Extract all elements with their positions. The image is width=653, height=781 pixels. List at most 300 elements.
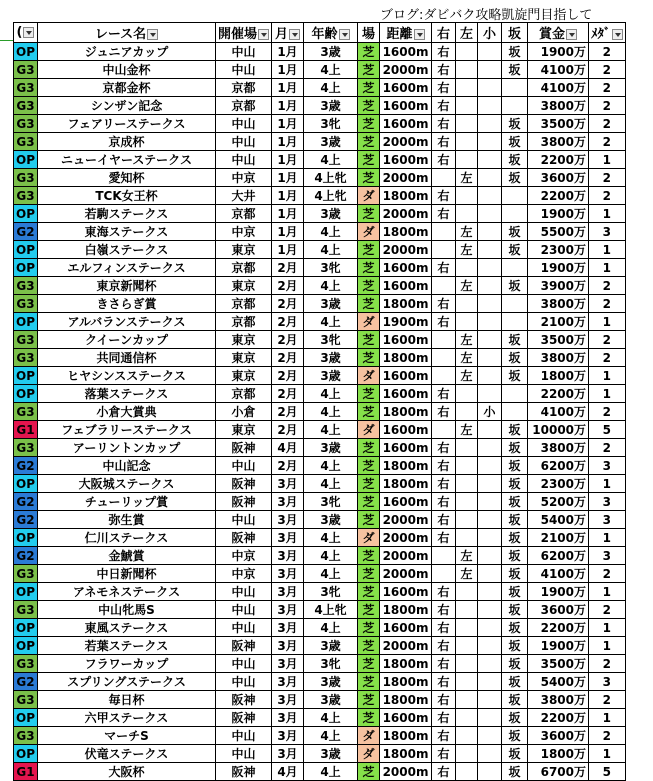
left-cell[interactable] xyxy=(456,151,478,169)
race-name-cell[interactable]: 伏竜ステークス xyxy=(38,745,216,763)
age-cell[interactable]: 3牝 xyxy=(304,583,358,601)
medal-cell[interactable]: 1 xyxy=(589,475,626,493)
grade-cell[interactable]: G3 xyxy=(14,277,38,295)
grade-cell[interactable]: OP xyxy=(14,151,38,169)
right-cell[interactable]: 右 xyxy=(432,745,456,763)
right-cell[interactable] xyxy=(432,169,456,187)
month-cell[interactable]: 3月 xyxy=(272,511,304,529)
month-cell[interactable]: 3月 xyxy=(272,565,304,583)
table-row[interactable] xyxy=(14,367,626,385)
grade-cell[interactable]: G3 xyxy=(14,691,38,709)
month-cell[interactable]: 1月 xyxy=(272,133,304,151)
filter-dropdown-icon[interactable] xyxy=(23,27,34,38)
grade-cell[interactable]: G2 xyxy=(14,511,38,529)
slope-cell[interactable]: 坂 xyxy=(502,457,528,475)
grade-cell[interactable]: G2 xyxy=(14,457,38,475)
slope-cell[interactable]: 坂 xyxy=(502,133,528,151)
venue-cell[interactable]: 阪神 xyxy=(216,691,272,709)
surface-cell[interactable]: 芝 xyxy=(358,565,380,583)
surface-cell[interactable]: 芝 xyxy=(358,619,380,637)
table-row[interactable] xyxy=(14,655,626,673)
age-cell[interactable]: 3歳 xyxy=(304,691,358,709)
venue-cell[interactable]: 東京 xyxy=(216,277,272,295)
age-cell[interactable]: 4上 xyxy=(304,457,358,475)
table-row[interactable] xyxy=(14,529,626,547)
left-cell[interactable]: 左 xyxy=(456,367,478,385)
small-cell[interactable] xyxy=(478,115,502,133)
small-cell[interactable] xyxy=(478,457,502,475)
left-cell[interactable] xyxy=(456,637,478,655)
small-cell[interactable] xyxy=(478,223,502,241)
left-cell[interactable]: 左 xyxy=(456,223,478,241)
table-row[interactable] xyxy=(14,277,626,295)
right-cell[interactable] xyxy=(432,349,456,367)
age-cell[interactable]: 3牝 xyxy=(304,115,358,133)
prize-cell[interactable]: 3900万 xyxy=(528,277,589,295)
race-name-cell[interactable]: きさらぎ賞 xyxy=(38,295,216,313)
race-name-cell[interactable]: アルバランステークス xyxy=(38,313,216,331)
left-cell[interactable] xyxy=(456,259,478,277)
medal-cell[interactable]: 2 xyxy=(589,349,626,367)
age-cell[interactable]: 3歳 xyxy=(304,133,358,151)
surface-cell[interactable]: ダ xyxy=(358,313,380,331)
distance-cell[interactable]: 1800m xyxy=(380,223,432,241)
distance-cell[interactable]: 1600m xyxy=(380,583,432,601)
race-name-cell[interactable]: エルフィンステークス xyxy=(38,259,216,277)
race-name-cell[interactable]: マーチS xyxy=(38,727,216,745)
medal-cell[interactable]: 3 xyxy=(589,511,626,529)
right-cell[interactable] xyxy=(432,367,456,385)
venue-cell[interactable]: 阪神 xyxy=(216,493,272,511)
race-name-cell[interactable]: 若駒ステークス xyxy=(38,205,216,223)
slope-cell[interactable]: 坂 xyxy=(502,529,528,547)
header-slope[interactable]: 坂 xyxy=(502,23,528,43)
distance-cell[interactable]: 2000m xyxy=(380,547,432,565)
slope-cell[interactable]: 坂 xyxy=(502,673,528,691)
table-row[interactable] xyxy=(14,151,626,169)
right-cell[interactable]: 右 xyxy=(432,439,456,457)
month-cell[interactable]: 3月 xyxy=(272,655,304,673)
age-cell[interactable]: 3牝 xyxy=(304,259,358,277)
table-row[interactable] xyxy=(14,727,626,745)
prize-cell[interactable]: 1900万 xyxy=(528,259,589,277)
race-name-cell[interactable]: 中山金杯 xyxy=(38,61,216,79)
grade-cell[interactable]: OP xyxy=(14,637,38,655)
table-row[interactable] xyxy=(14,709,626,727)
small-cell[interactable] xyxy=(478,187,502,205)
month-cell[interactable]: 3月 xyxy=(272,709,304,727)
month-cell[interactable]: 2月 xyxy=(272,385,304,403)
left-cell[interactable] xyxy=(456,79,478,97)
prize-cell[interactable]: 4100万 xyxy=(528,79,589,97)
small-cell[interactable] xyxy=(478,133,502,151)
prize-cell[interactable]: 3800万 xyxy=(528,295,589,313)
distance-cell[interactable]: 1800m xyxy=(380,673,432,691)
medal-cell[interactable]: 2 xyxy=(589,331,626,349)
medal-cell[interactable]: 1 xyxy=(589,367,626,385)
grade-cell[interactable]: OP xyxy=(14,385,38,403)
month-cell[interactable]: 1月 xyxy=(272,223,304,241)
month-cell[interactable]: 1月 xyxy=(272,115,304,133)
right-cell[interactable]: 右 xyxy=(432,709,456,727)
grade-cell[interactable]: G1 xyxy=(14,763,38,781)
grade-cell[interactable]: G3 xyxy=(14,295,38,313)
slope-cell[interactable]: 坂 xyxy=(502,493,528,511)
race-name-cell[interactable]: クイーンカップ xyxy=(38,331,216,349)
right-cell[interactable] xyxy=(432,547,456,565)
month-cell[interactable]: 3月 xyxy=(272,583,304,601)
medal-cell[interactable]: 2 xyxy=(589,439,626,457)
small-cell[interactable] xyxy=(478,655,502,673)
slope-cell[interactable]: 坂 xyxy=(502,655,528,673)
table-row[interactable] xyxy=(14,349,626,367)
distance-cell[interactable]: 1800m xyxy=(380,691,432,709)
age-cell[interactable]: 3歳 xyxy=(304,637,358,655)
surface-cell[interactable]: 芝 xyxy=(358,241,380,259)
right-cell[interactable] xyxy=(432,223,456,241)
race-name-cell[interactable]: 若葉ステークス xyxy=(38,637,216,655)
grade-cell[interactable]: G3 xyxy=(14,133,38,151)
age-cell[interactable]: 4上 xyxy=(304,385,358,403)
prize-cell[interactable]: 3500万 xyxy=(528,331,589,349)
race-name-cell[interactable]: TCK女王杯 xyxy=(38,187,216,205)
venue-cell[interactable]: 中山 xyxy=(216,457,272,475)
slope-cell[interactable] xyxy=(502,205,528,223)
right-cell[interactable]: 右 xyxy=(432,97,456,115)
surface-cell[interactable]: ダ xyxy=(358,727,380,745)
slope-cell[interactable] xyxy=(502,403,528,421)
grade-cell[interactable]: OP xyxy=(14,583,38,601)
race-name-cell[interactable]: 毎日杯 xyxy=(38,691,216,709)
venue-cell[interactable]: 東京 xyxy=(216,241,272,259)
right-cell[interactable]: 右 xyxy=(432,601,456,619)
right-cell[interactable]: 右 xyxy=(432,493,456,511)
distance-cell[interactable]: 1600m xyxy=(380,43,432,61)
right-cell[interactable]: 右 xyxy=(432,457,456,475)
small-cell[interactable] xyxy=(478,421,502,439)
month-cell[interactable]: 1月 xyxy=(272,151,304,169)
small-cell[interactable] xyxy=(478,79,502,97)
prize-cell[interactable]: 6700万 xyxy=(528,763,589,781)
grade-cell[interactable]: G3 xyxy=(14,439,38,457)
age-cell[interactable]: 3歳 xyxy=(304,511,358,529)
left-cell[interactable] xyxy=(456,133,478,151)
grade-cell[interactable]: G1 xyxy=(14,421,38,439)
race-name-cell[interactable]: 白嶺ステークス xyxy=(38,241,216,259)
month-cell[interactable]: 1月 xyxy=(272,79,304,97)
age-cell[interactable]: 3歳 xyxy=(304,349,358,367)
grade-cell[interactable]: OP xyxy=(14,205,38,223)
slope-cell[interactable]: 坂 xyxy=(502,619,528,637)
right-cell[interactable]: 右 xyxy=(432,619,456,637)
surface-cell[interactable]: 芝 xyxy=(358,61,380,79)
grade-cell[interactable]: G3 xyxy=(14,565,38,583)
right-cell[interactable]: 右 xyxy=(432,655,456,673)
surface-cell[interactable]: 芝 xyxy=(358,601,380,619)
small-cell[interactable] xyxy=(478,529,502,547)
month-cell[interactable]: 3月 xyxy=(272,547,304,565)
month-cell[interactable]: 3月 xyxy=(272,601,304,619)
age-cell[interactable]: 4上 xyxy=(304,241,358,259)
medal-cell[interactable]: 5 xyxy=(589,763,626,781)
slope-cell[interactable]: 坂 xyxy=(502,61,528,79)
race-name-cell[interactable]: ニューイヤーステークス xyxy=(38,151,216,169)
medal-cell[interactable]: 1 xyxy=(589,385,626,403)
header-right[interactable]: 右 xyxy=(432,23,456,43)
slope-cell[interactable] xyxy=(502,259,528,277)
race-name-cell[interactable]: チューリップ賞 xyxy=(38,493,216,511)
race-name-cell[interactable]: 中山牝馬S xyxy=(38,601,216,619)
distance-cell[interactable]: 2000m xyxy=(380,637,432,655)
slope-cell[interactable] xyxy=(502,187,528,205)
age-cell[interactable]: 3牝 xyxy=(304,493,358,511)
age-cell[interactable]: 3牝 xyxy=(304,331,358,349)
medal-cell[interactable]: 3 xyxy=(589,223,626,241)
race-name-cell[interactable]: 京成杯 xyxy=(38,133,216,151)
month-cell[interactable]: 4月 xyxy=(272,439,304,457)
surface-cell[interactable]: ダ xyxy=(358,367,380,385)
distance-cell[interactable]: 2000m xyxy=(380,511,432,529)
medal-cell[interactable]: 2 xyxy=(589,133,626,151)
age-cell[interactable]: 3歳 xyxy=(304,205,358,223)
small-cell[interactable] xyxy=(478,745,502,763)
distance-cell[interactable]: 1800m xyxy=(380,403,432,421)
slope-cell[interactable]: 坂 xyxy=(502,367,528,385)
medal-cell[interactable]: 1 xyxy=(589,745,626,763)
right-cell[interactable]: 右 xyxy=(432,43,456,61)
grade-cell[interactable]: G3 xyxy=(14,61,38,79)
age-cell[interactable]: 4上 xyxy=(304,619,358,637)
surface-cell[interactable]: 芝 xyxy=(358,205,380,223)
small-cell[interactable] xyxy=(478,385,502,403)
small-cell[interactable] xyxy=(478,439,502,457)
header-left[interactable]: 左 xyxy=(456,23,478,43)
small-cell[interactable] xyxy=(478,763,502,781)
surface-cell[interactable]: 芝 xyxy=(358,547,380,565)
grade-cell[interactable]: G3 xyxy=(14,601,38,619)
venue-cell[interactable]: 中山 xyxy=(216,115,272,133)
age-cell[interactable]: 4上牝 xyxy=(304,169,358,187)
race-name-cell[interactable]: 大阪城ステークス xyxy=(38,475,216,493)
age-cell[interactable]: 4上 xyxy=(304,763,358,781)
grade-cell[interactable]: OP xyxy=(14,619,38,637)
header-grade[interactable]: ( xyxy=(14,23,38,43)
small-cell[interactable] xyxy=(478,709,502,727)
month-cell[interactable]: 3月 xyxy=(272,475,304,493)
left-cell[interactable] xyxy=(456,97,478,115)
slope-cell[interactable]: 坂 xyxy=(502,565,528,583)
small-cell[interactable] xyxy=(478,367,502,385)
venue-cell[interactable]: 東京 xyxy=(216,349,272,367)
month-cell[interactable]: 3月 xyxy=(272,529,304,547)
right-cell[interactable]: 右 xyxy=(432,259,456,277)
header-distance[interactable]: 距離 xyxy=(380,23,432,43)
grade-cell[interactable]: OP xyxy=(14,529,38,547)
age-cell[interactable]: 4上 xyxy=(304,61,358,79)
medal-cell[interactable]: 2 xyxy=(589,691,626,709)
right-cell[interactable]: 右 xyxy=(432,529,456,547)
month-cell[interactable]: 3月 xyxy=(272,745,304,763)
race-name-cell[interactable]: シンザン記念 xyxy=(38,97,216,115)
slope-cell[interactable] xyxy=(502,97,528,115)
surface-cell[interactable]: 芝 xyxy=(358,709,380,727)
distance-cell[interactable]: 1600m xyxy=(380,97,432,115)
grade-cell[interactable]: OP xyxy=(14,709,38,727)
medal-cell[interactable]: 3 xyxy=(589,547,626,565)
surface-cell[interactable]: 芝 xyxy=(358,349,380,367)
prize-cell[interactable]: 1900万 xyxy=(528,43,589,61)
header-race-name[interactable]: レース名 xyxy=(38,23,216,43)
distance-cell[interactable]: 1800m xyxy=(380,475,432,493)
small-cell[interactable] xyxy=(478,241,502,259)
small-cell[interactable] xyxy=(478,673,502,691)
grade-cell[interactable]: G3 xyxy=(14,187,38,205)
table-row[interactable] xyxy=(14,79,626,97)
left-cell[interactable] xyxy=(456,475,478,493)
race-name-cell[interactable]: アーリントンカップ xyxy=(38,439,216,457)
month-cell[interactable]: 3月 xyxy=(272,637,304,655)
slope-cell[interactable]: 坂 xyxy=(502,709,528,727)
table-row[interactable] xyxy=(14,619,626,637)
surface-cell[interactable]: 芝 xyxy=(358,439,380,457)
surface-cell[interactable]: 芝 xyxy=(358,97,380,115)
surface-cell[interactable]: 芝 xyxy=(358,763,380,781)
venue-cell[interactable]: 阪神 xyxy=(216,709,272,727)
grade-cell[interactable]: G3 xyxy=(14,655,38,673)
table-row[interactable] xyxy=(14,169,626,187)
age-cell[interactable]: 3歳 xyxy=(304,673,358,691)
grade-cell[interactable]: G3 xyxy=(14,97,38,115)
slope-cell[interactable]: 坂 xyxy=(502,727,528,745)
surface-cell[interactable]: 芝 xyxy=(358,493,380,511)
venue-cell[interactable]: 中京 xyxy=(216,565,272,583)
age-cell[interactable]: 4上 xyxy=(304,547,358,565)
venue-cell[interactable]: 中山 xyxy=(216,43,272,61)
distance-cell[interactable]: 1600m xyxy=(380,385,432,403)
right-cell[interactable]: 右 xyxy=(432,313,456,331)
age-cell[interactable]: 4上 xyxy=(304,709,358,727)
venue-cell[interactable]: 小倉 xyxy=(216,403,272,421)
small-cell[interactable] xyxy=(478,583,502,601)
distance-cell[interactable]: 1800m xyxy=(380,745,432,763)
header-month[interactable]: 月 xyxy=(272,23,304,43)
prize-cell[interactable]: 4100万 xyxy=(528,61,589,79)
month-cell[interactable]: 1月 xyxy=(272,187,304,205)
left-cell[interactable]: 左 xyxy=(456,169,478,187)
age-cell[interactable]: 3歳 xyxy=(304,97,358,115)
prize-cell[interactable]: 5500万 xyxy=(528,223,589,241)
small-cell[interactable] xyxy=(478,691,502,709)
age-cell[interactable]: 3歳 xyxy=(304,43,358,61)
age-cell[interactable]: 4上 xyxy=(304,565,358,583)
surface-cell[interactable]: 芝 xyxy=(358,151,380,169)
race-name-cell[interactable]: 弥生賞 xyxy=(38,511,216,529)
venue-cell[interactable]: 中山 xyxy=(216,655,272,673)
table-row[interactable] xyxy=(14,133,626,151)
distance-cell[interactable]: 1600m xyxy=(380,115,432,133)
right-cell[interactable]: 右 xyxy=(432,385,456,403)
venue-cell[interactable]: 京都 xyxy=(216,259,272,277)
race-name-cell[interactable]: 落葉ステークス xyxy=(38,385,216,403)
slope-cell[interactable]: 坂 xyxy=(502,511,528,529)
left-cell[interactable] xyxy=(456,583,478,601)
table-row[interactable] xyxy=(14,457,626,475)
table-row[interactable] xyxy=(14,421,626,439)
surface-cell[interactable]: 芝 xyxy=(358,475,380,493)
venue-cell[interactable]: 中山 xyxy=(216,133,272,151)
left-cell[interactable]: 左 xyxy=(456,331,478,349)
month-cell[interactable]: 2月 xyxy=(272,259,304,277)
table-row[interactable] xyxy=(14,115,626,133)
distance-cell[interactable]: 1800m xyxy=(380,295,432,313)
surface-cell[interactable]: 芝 xyxy=(358,403,380,421)
age-cell[interactable]: 4上 xyxy=(304,421,358,439)
small-cell[interactable] xyxy=(478,97,502,115)
prize-cell[interactable]: 1900万 xyxy=(528,637,589,655)
medal-cell[interactable]: 2 xyxy=(589,295,626,313)
surface-cell[interactable]: 芝 xyxy=(358,673,380,691)
table-row[interactable] xyxy=(14,97,626,115)
small-cell[interactable] xyxy=(478,601,502,619)
small-cell[interactable]: 小 xyxy=(478,403,502,421)
medal-cell[interactable]: 1 xyxy=(589,241,626,259)
venue-cell[interactable]: 阪神 xyxy=(216,529,272,547)
table-row[interactable] xyxy=(14,691,626,709)
venue-cell[interactable]: 中山 xyxy=(216,601,272,619)
left-cell[interactable] xyxy=(456,727,478,745)
right-cell[interactable]: 右 xyxy=(432,205,456,223)
venue-cell[interactable]: 中京 xyxy=(216,169,272,187)
age-cell[interactable]: 3牝 xyxy=(304,655,358,673)
medal-cell[interactable]: 1 xyxy=(589,151,626,169)
prize-cell[interactable]: 4100万 xyxy=(528,403,589,421)
venue-cell[interactable]: 阪神 xyxy=(216,763,272,781)
small-cell[interactable] xyxy=(478,61,502,79)
prize-cell[interactable]: 2200万 xyxy=(528,385,589,403)
venue-cell[interactable]: 東京 xyxy=(216,331,272,349)
surface-cell[interactable]: 芝 xyxy=(358,331,380,349)
surface-cell[interactable]: 芝 xyxy=(358,259,380,277)
distance-cell[interactable]: 2000m xyxy=(380,763,432,781)
small-cell[interactable] xyxy=(478,205,502,223)
slope-cell[interactable]: 坂 xyxy=(502,637,528,655)
distance-cell[interactable]: 1600m xyxy=(380,259,432,277)
left-cell[interactable] xyxy=(456,403,478,421)
right-cell[interactable]: 右 xyxy=(432,187,456,205)
race-name-cell[interactable]: フラワーカップ xyxy=(38,655,216,673)
prize-cell[interactable]: 2200万 xyxy=(528,619,589,637)
left-cell[interactable] xyxy=(456,43,478,61)
left-cell[interactable]: 左 xyxy=(456,241,478,259)
race-name-cell[interactable]: フェアリーステークス xyxy=(38,115,216,133)
venue-cell[interactable]: 京都 xyxy=(216,79,272,97)
medal-cell[interactable]: 1 xyxy=(589,529,626,547)
right-cell[interactable]: 右 xyxy=(432,133,456,151)
left-cell[interactable] xyxy=(456,493,478,511)
slope-cell[interactable]: 坂 xyxy=(502,223,528,241)
header-small[interactable]: 小 xyxy=(478,23,502,43)
medal-cell[interactable]: 2 xyxy=(589,115,626,133)
small-cell[interactable] xyxy=(478,313,502,331)
venue-cell[interactable]: 京都 xyxy=(216,97,272,115)
slope-cell[interactable]: 坂 xyxy=(502,115,528,133)
prize-cell[interactable]: 4100万 xyxy=(528,565,589,583)
right-cell[interactable]: 右 xyxy=(432,727,456,745)
grade-cell[interactable]: G2 xyxy=(14,493,38,511)
age-cell[interactable]: 4上 xyxy=(304,727,358,745)
race-name-cell[interactable]: 中山記念 xyxy=(38,457,216,475)
month-cell[interactable]: 4月 xyxy=(272,763,304,781)
